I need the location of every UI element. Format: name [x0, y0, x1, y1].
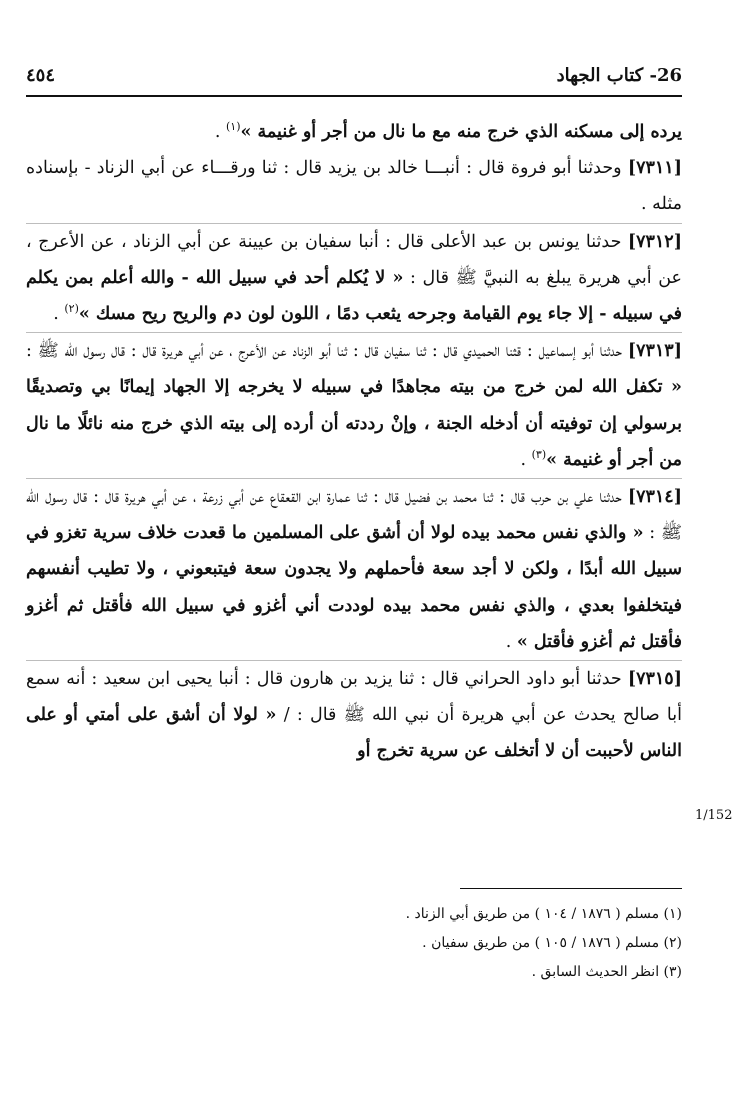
isnad-text: حدثنا أبو إسماعيل : قثنا الحميدي قال : ثنا سفيان قال : ثنا أبو الزناد عن الأعرج ، عن أبي هريرة قال : قال رسول الله ﷺ :	[26, 341, 628, 362]
paragraph-end: .	[214, 122, 226, 142]
hadith-number: [٧٣١٣]	[627, 341, 682, 362]
hadith-7315	[26, 660, 682, 770]
paragraph-continuation	[26, 114, 682, 150]
footnote-ref: (١)	[226, 120, 241, 134]
footnote: (١) مسلم ( ١٨٧٦ / ١٠٤ ) من طريق أبي الزناد .	[405, 906, 682, 922]
paragraph-end: .	[520, 449, 532, 470]
matn-text: يرده إلى مسكنه الذي خرج منه مع ما نال من أجر أو غنيمة »	[240, 122, 682, 142]
page-number: ٤٥٤	[26, 64, 56, 86]
hadith-7311	[26, 150, 682, 222]
matn-text: « تكفل الله لمن خرج من بيته مجاهدًا في سبيله لا يخرجه إلا الجهاد إيمانًا بي وتصديقًا برسولي إن توفيته أن أدخله الجنة ، وإنْ رددته أن أرده إلى بيته الذي خرج منه نائلًا ما نال من أجر أو غنيمة »	[26, 377, 682, 470]
footnote: (٣) انظر الحديث السابق .	[531, 964, 682, 980]
hadith-7313	[26, 332, 682, 478]
hadith-number: [٧٣١٤]	[627, 487, 682, 508]
manuscript-folio-note: 1/152	[695, 808, 733, 823]
footnotes	[26, 900, 682, 987]
isnad-text: حدثنا علي بن حرب قال : ثنا محمد بن فضيل قال : ثنا عمارة ابن القعقاع عن أبي زرعة ، عن أبي هريرة قال : قال رسول الله ﷺ :	[26, 487, 682, 544]
paragraph-end: .	[505, 631, 517, 652]
footnote-ref: (٣)	[531, 448, 547, 461]
isnad-text: حدثنا أبو داود الحراني قال : ثنا يزيد بن هارون قال : أنبا يحيى ابن سعيد : أنه سمع أبا صالح يحدث عن أبي هريرة أن نبي الله ﷺ قال : /	[26, 669, 682, 726]
matn-text: « والذي نفس محمد بيده لولا أن أشق على المسلمين ما قعدت خلاف سرية تغزو في سبيل الله أبدًا ، ولكن لا أجد سعة فأحملهم ولا يجدون سعة فيتبعوني ، ولا تطيب أنفسهم فيتخلفوا بعدي ، والذي نفس محمد بيده لوددت أني أغزو في سبيل الله فأقتل ثم أغزو فأقتل ثم أغزو فأقتل »	[26, 523, 682, 652]
hadith-7314	[26, 478, 682, 660]
matn-text: « لولا أن أشق على أمتي أو على الناس لأحببت أن لا أتخلف عن سرية تخرج أو	[26, 705, 682, 762]
matn-text: « لا يُكلم أحد في سبيل الله - والله أعلم بمن يكلم في سبيله - إلا جاء يوم القيامة وجرحه يثعب دمًا ، اللون لون دم والريح ريح مسك »	[26, 267, 682, 325]
hadith-number: [٧٣١٥]	[627, 669, 682, 690]
footnote: (٢) مسلم ( ١٨٧٦ / ١٠٥ ) من طريق سفيان .	[422, 935, 682, 951]
chapter-title: 26- كتاب الجهاد	[556, 64, 682, 86]
isnad-text: حدثنا يونس بن عبد الأعلى قال : أنبا سفيان بن عيينة عن أبي الزناد ، عن الأعرج ، عن أبي هريرة يبلغ به النبيَّ ﷺ قال :	[26, 231, 682, 288]
hadith-number: [٧٣١١]	[627, 158, 682, 179]
hadith-number: [٧٣١٢]	[627, 231, 682, 252]
hadith-7312	[26, 223, 682, 333]
main-text	[26, 114, 682, 770]
header-rule	[26, 95, 682, 97]
footnote-ref: (٢)	[64, 302, 79, 316]
paragraph-end: .	[53, 304, 65, 325]
footnote-rule	[460, 888, 682, 889]
isnad-text: وحدثنا أبو فروة قال : أنبـــا خالد بن يزيد قال : ثنا ورقـــاء عن أبي الزناد - بإسناده مثله .	[26, 158, 682, 215]
page-header	[26, 62, 682, 88]
